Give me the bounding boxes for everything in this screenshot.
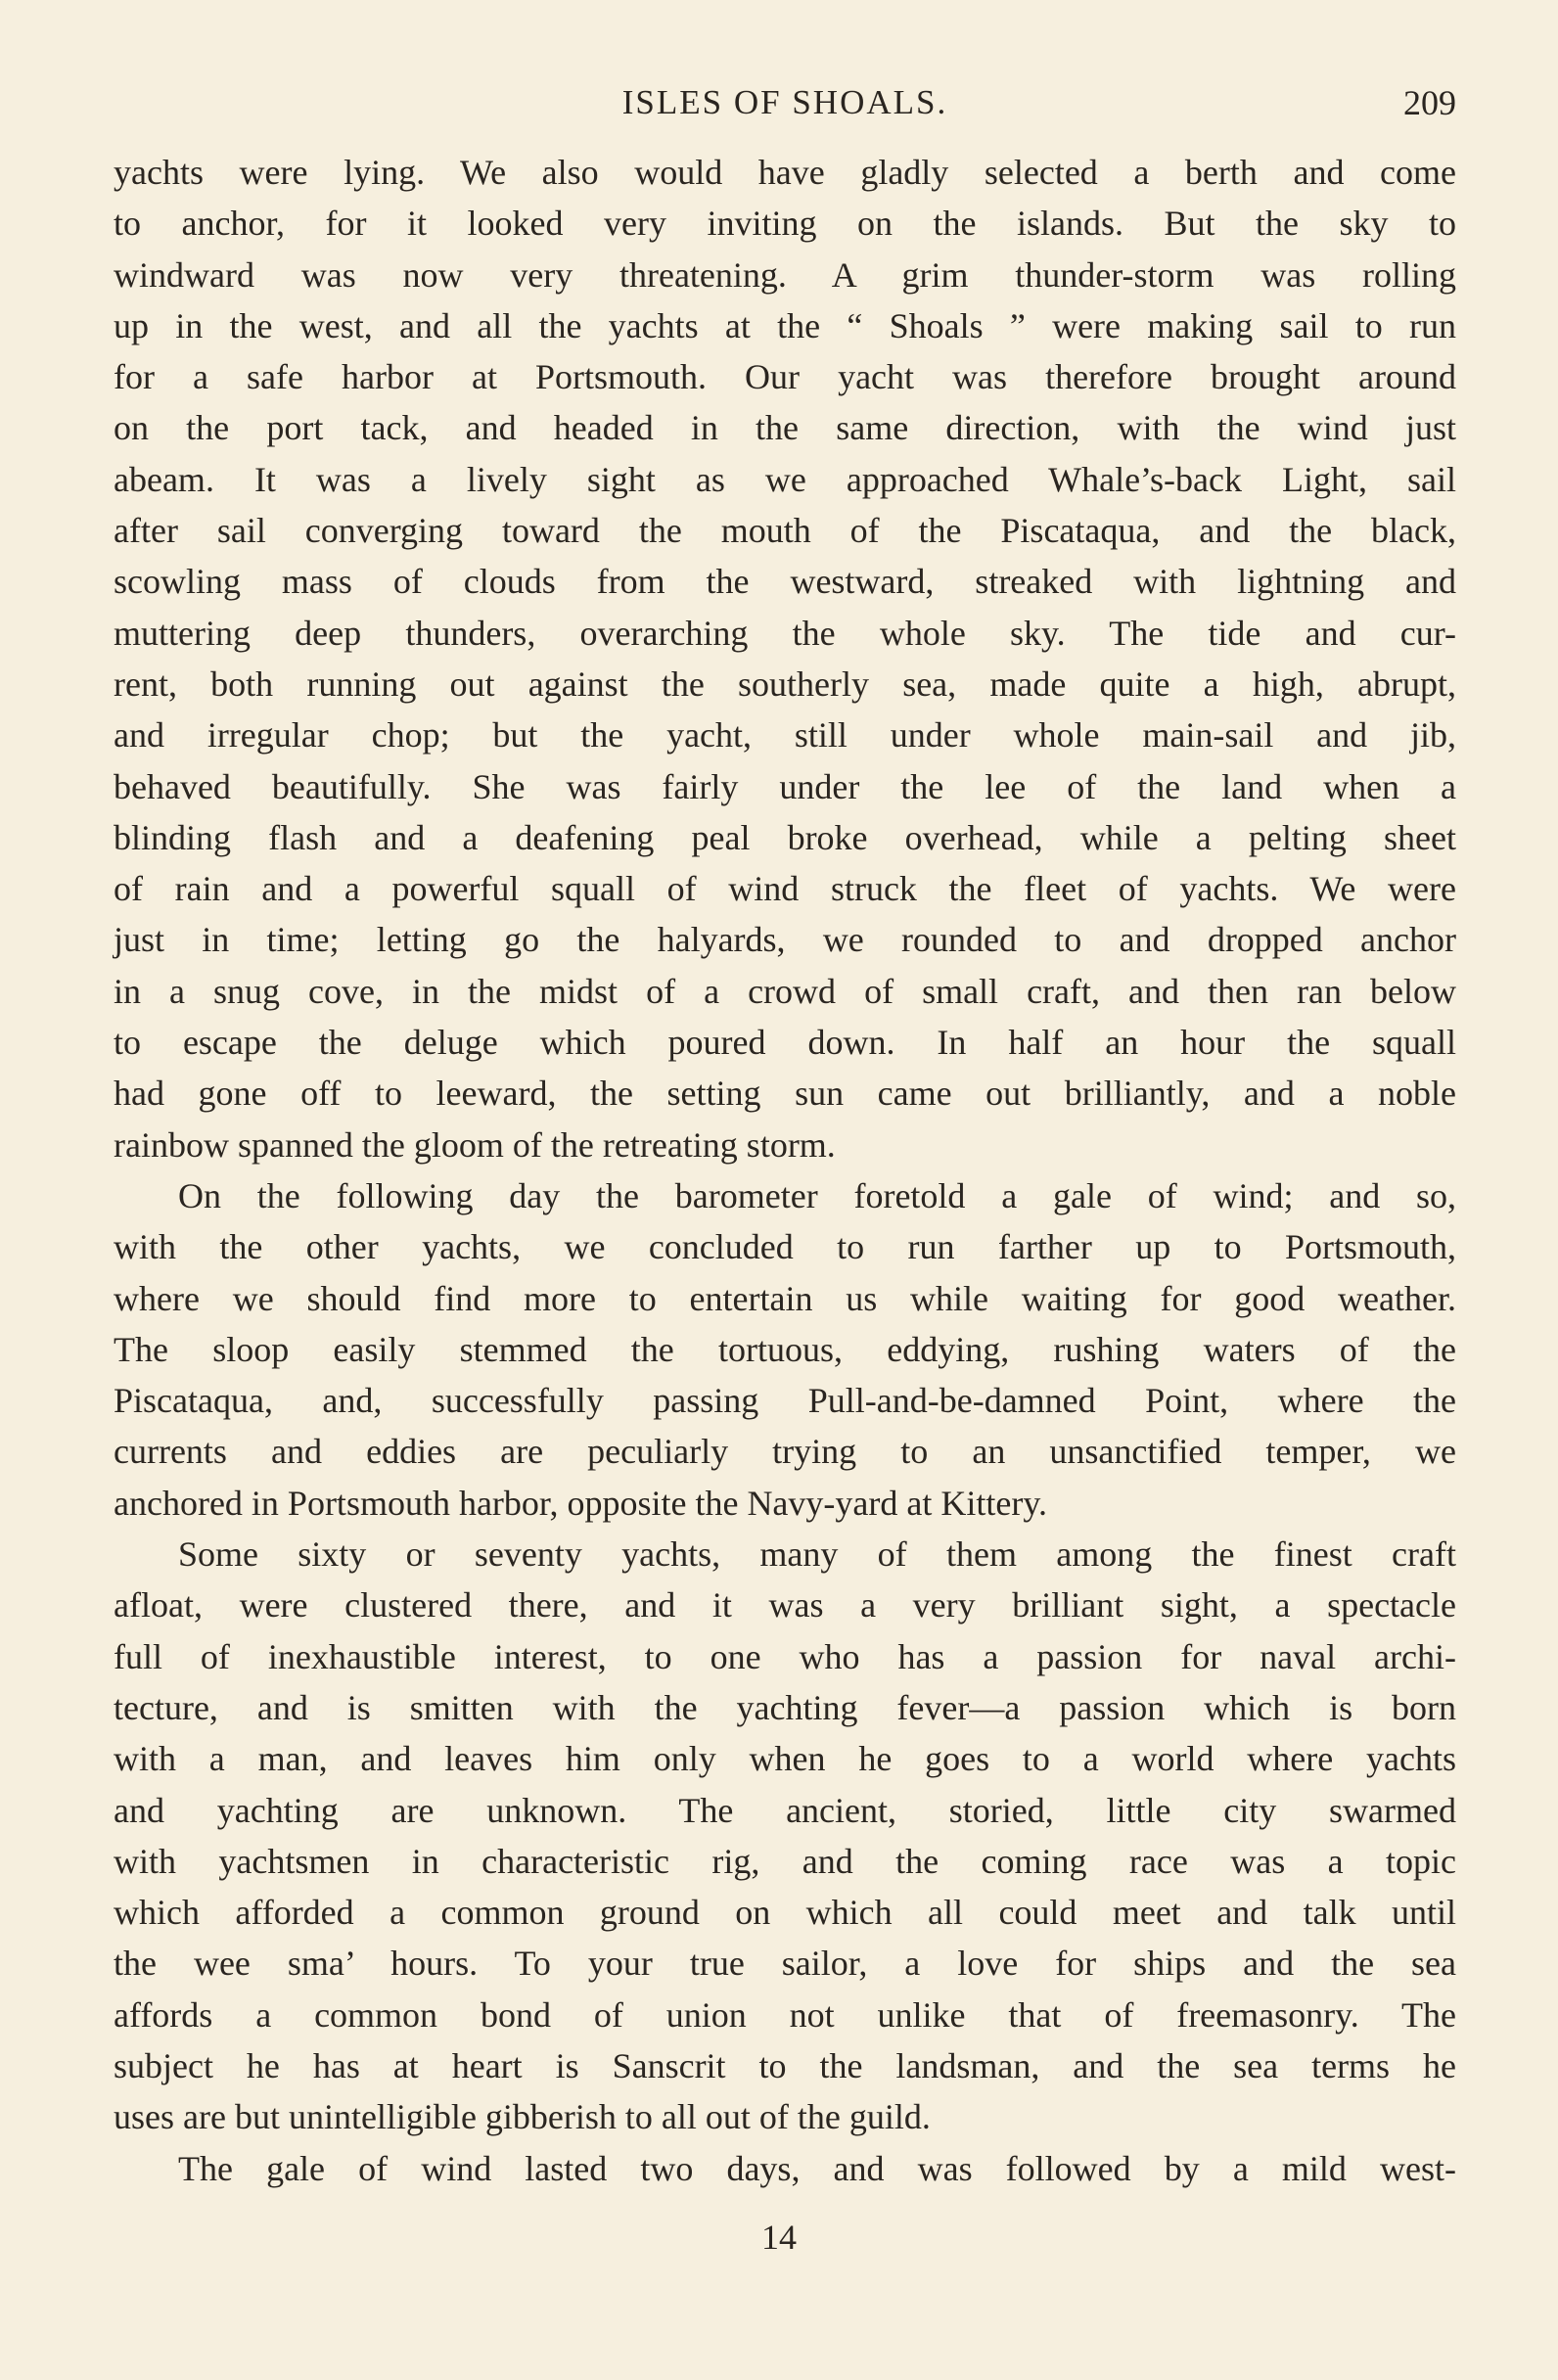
text-line: on the port tack, and headed in the same direction, with the wind just bbox=[114, 408, 1456, 448]
text-line: to escape the deluge which poured down. In half an hour the squall bbox=[114, 1023, 1456, 1063]
text-line: and yachting are unknown. The ancient, storied, little city swarmed bbox=[114, 1790, 1456, 1830]
text-line: windward was now very threatening. A grim thunder-storm was rolling bbox=[114, 254, 1456, 295]
text-line: just in time; letting go the halyards, we rounded to and dropped anchor bbox=[114, 920, 1456, 960]
text-line: abeam. It was a lively sight as we approached Whale’s-back Light, sail bbox=[114, 459, 1456, 499]
text-line: with yachtsmen in characteristic rig, and the coming race was a topic bbox=[114, 1841, 1456, 1881]
text-line: of rain and a powerful squall of wind struck the fleet of yachts. We were bbox=[114, 869, 1456, 909]
text-line: in a snug cove, in the midst of a crowd of small craft, and then ran below bbox=[114, 971, 1456, 1011]
text-line: blinding flash and a deafening peal broke overhead, while a pelting sheet bbox=[114, 817, 1456, 857]
text-line: and irregular chop; but the yacht, still under whole main-sail and jib, bbox=[114, 715, 1456, 755]
text-line: The sloop easily stemmed the tortuous, eddying, rushing waters of the bbox=[114, 1329, 1456, 1369]
paragraph-first-line: On the following day the barometer foretold a gale of wind; and so, bbox=[178, 1175, 1456, 1215]
text-line: yachts were lying. We also would have gladly selected a berth and come bbox=[114, 153, 1456, 192]
text-line: to anchor, for it looked very inviting on the islands. But the sky to bbox=[114, 204, 1456, 244]
text-line: tecture, and is smitten with the yachting fever—a passion which is born bbox=[114, 1687, 1456, 1727]
paragraph-end-line: anchored in Portsmouth harbor, opposite the Navy-yard at Kittery. bbox=[114, 1483, 1047, 1523]
text-line: scowling mass of clouds from the westward, streaked with lightning and bbox=[114, 562, 1456, 602]
text-line: up in the west, and all the yachts at the “ Shoals ” were making sail to run bbox=[114, 305, 1456, 345]
paragraph-first-line: The gale of wind lasted two days, and was followed by a mild west- bbox=[178, 2148, 1456, 2188]
text-line: where we should find more to entertain us while waiting for good weather. bbox=[114, 1278, 1456, 1318]
text-line: had gone off to leeward, the setting sun came out brilliantly, and a noble bbox=[114, 1074, 1456, 1114]
text-line: muttering deep thunders, overarching the whole sky. The tide and cur- bbox=[114, 613, 1456, 653]
page-header bbox=[114, 78, 1456, 127]
text-line: full of inexhaustible interest, to one who has a passion for naval archi- bbox=[114, 1636, 1456, 1676]
text-line: affords a common bond of union not unlike that of freemasonry. The bbox=[114, 1994, 1456, 2035]
signature-mark: 14 bbox=[761, 2218, 797, 2257]
running-title: ISLES OF SHOALS. bbox=[621, 83, 948, 121]
body-text bbox=[114, 147, 1456, 2194]
text-line: rent, both running out against the southerly sea, made quite a high, abrupt, bbox=[114, 664, 1456, 704]
paragraph-end-line: rainbow spanned the gloom of the retreating storm. bbox=[114, 1124, 836, 1165]
text-line: for a safe harbor at Portsmouth. Our yacht was therefore brought around bbox=[114, 357, 1456, 397]
text-line: currents and eddies are peculiarly trying to an unsanctified temper, we bbox=[114, 1432, 1456, 1472]
text-line: which afforded a common ground on which all could meet and talk until bbox=[114, 1893, 1456, 1933]
text-line: after sail converging toward the mouth of the Piscataqua, and the black, bbox=[114, 511, 1456, 551]
paragraph-end-line: uses are but unintelligible gibberish to all out of the guild. bbox=[114, 2097, 931, 2137]
text-line: with the other yachts, we concluded to run farther up to Portsmouth, bbox=[114, 1227, 1456, 1267]
text-line: afloat, were clustered there, and it was a very brilliant sight, a spectacle bbox=[114, 1585, 1456, 1625]
text-line: subject he has at heart is Sanscrit to the landsman, and the sea terms he bbox=[114, 2045, 1456, 2085]
text-line: behaved beautifully. She was fairly under the lee of the land when a bbox=[114, 766, 1456, 806]
text-line: the wee sma’ hours. To your true sailor, a love for ships and the sea bbox=[114, 1944, 1456, 1984]
text-line: Piscataqua, and, successfully passing Pull-and-be-damned Point, where the bbox=[114, 1381, 1456, 1421]
page-number: 209 bbox=[1403, 83, 1456, 122]
paragraph-first-line: Some sixty or seventy yachts, many of them among the finest craft bbox=[178, 1534, 1456, 1575]
text-line: with a man, and leaves him only when he goes to a world where yachts bbox=[114, 1739, 1456, 1779]
